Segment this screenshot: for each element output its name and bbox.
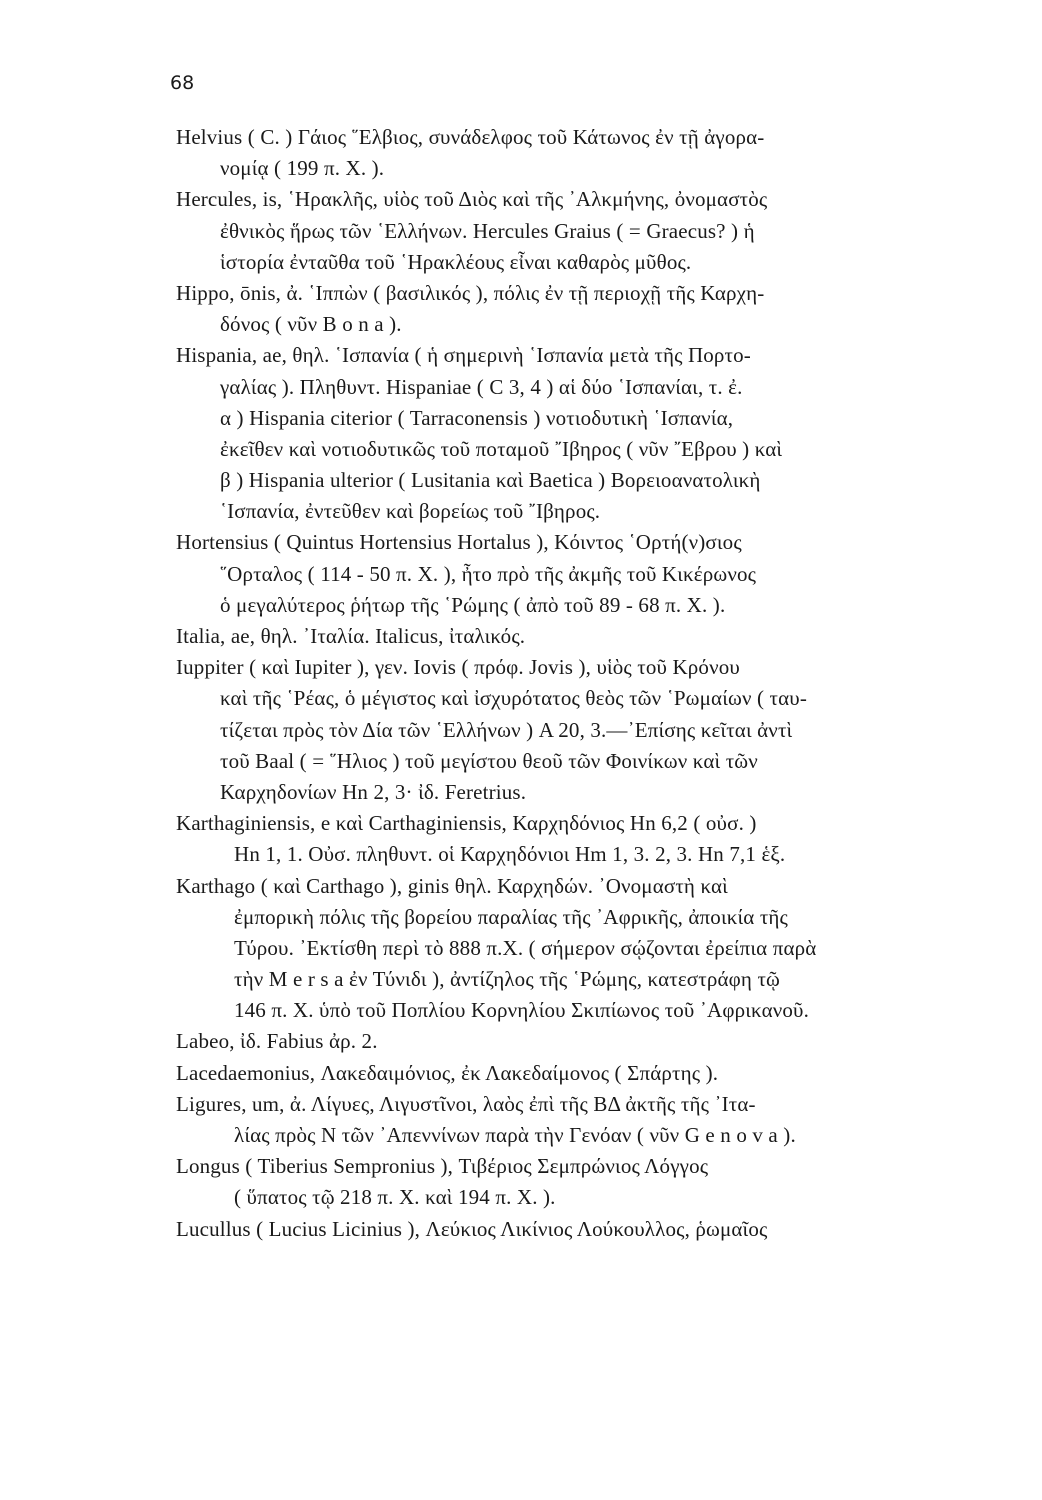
entry-line: ὁ μεγαλύτερος ῥήτωρ τῆς ῾Ρώμης ( ἀπὸ τοῦ 89 - 68 π. Χ. ).: [220, 592, 726, 617]
entry-labeo: [176, 1026, 1028, 1057]
entry-line: Hn 1, 1. Οὐσ. πληθυντ. οἱ Καρχηδόνιοι Hm 1, 3. 2, 3. Hn 7,1 ἑξ.: [234, 842, 786, 867]
entry-line: ἱστορία ἐνταῦθα τοῦ ῾Ηρακλέους εἶναι καθαρὸς μῦθος.: [220, 249, 692, 274]
entry-line: ἐθνικὸς ἥρως τῶν ῾Ελλήνων. Hercules Graius ( = Graecus? ) ἡ: [220, 218, 755, 243]
entry-line: Hispania, ae, θηλ. ῾Ισπανία ( ἡ σημερινὴ ῾Ισπανία μετὰ τῆς Πορτο-: [176, 343, 751, 368]
entry-line: Hercules, is, ῾Ηρακλῆς, υἱὸς τοῦ Διὸς καὶ τῆς ᾿Αλκμήνης, ὀνομαστὸς: [176, 187, 768, 212]
entry-line: Italia, ae, θηλ. ᾿Ιταλία. Italicus, ἰταλικός.: [176, 624, 526, 648]
entry-line: ῞Ορταλος ( 114 - 50 π. Χ. ), ἦτο πρὸ τῆς ἀκμῆς τοῦ Κικέρωνος: [220, 561, 757, 586]
entry-line: Hippo, ōnis, ἀ. ῾Ιππὼν ( βασιλικός ), πόλις ἐν τῇ περιοχῇ τῆς Καρχη-: [176, 280, 765, 305]
entry-line: ῾Ισπανία, ἐντεῦθεν καὶ βορείως τοῦ ῎Ιβηρος.: [220, 499, 601, 524]
entry-karthaginiensis: [176, 808, 1028, 870]
entry-line: Τύρου. ᾿Εκτίσθη περὶ τὸ 888 π.Χ. ( σήμερον σῴζονται ἐρείπια παρὰ: [234, 935, 817, 960]
entry-line: ( ὕπατος τῷ 218 π. Χ. καὶ 194 π. Χ. ).: [234, 1185, 556, 1210]
entry-line: Ligures, um, ἀ. Λίγυες, Λιγυστῖνοι, λαὸς ἐπὶ τῆς ΒΔ ἀκτῆς τῆς ᾿Ιτα-: [176, 1091, 756, 1116]
entry-line: καὶ τῆς ῾Ρέας, ὁ μέγιστος καὶ ἰσχυρότατος θεὸς τῶν ῾Ρωμαίων ( ταυ-: [220, 686, 807, 711]
entry-line: Hortensius ( Quintus Hortensius Hortalus ), Κόιντος ῾Ορτή(ν)σιος: [176, 530, 742, 555]
entry-helvius: [176, 122, 1028, 184]
entry-line: Labeo, ἰδ. Fabius ἀρ. 2.: [176, 1029, 378, 1054]
entry-line: Iuppiter ( καὶ Iupiter ), γεν. Iovis ( πρόφ. Jovis ), υἱὸς τοῦ Κρόνου: [176, 655, 740, 680]
entry-hercules: [176, 184, 1028, 278]
glossary-entries: [176, 122, 1028, 1245]
entry-line: ἐμπορικὴ πόλις τῆς βορείου παραλίας τῆς ᾿Αφρικῆς, ἀποικία τῆς: [234, 904, 789, 929]
page-number: 68: [170, 72, 195, 94]
entry-longus: [176, 1151, 1028, 1213]
entry-lacedaemonius: [176, 1058, 1028, 1089]
entry-line: Karthaginiensis, e καὶ Carthaginiensis, Καρχηδόνιος Hn 6,2 ( οὐσ. ): [176, 811, 757, 836]
entry-line: τίζεται πρὸς τὸν Δία τῶν ῾Ελλήνων ) A 20, 3.—᾿Επίσης κεῖται ἀντὶ: [220, 717, 793, 742]
entry-line: γαλίας ). Πληθυντ. Hispaniae ( C 3, 4 ) αἱ δύο ῾Ισπανίαι, τ. ἐ.: [220, 374, 743, 399]
entry-italia: [176, 621, 1028, 652]
entry-line: Helvius ( C. ) Γάιος ῞Ελβιος, συνάδελφος τοῦ Κάτωνος ἐν τῇ ἀγορα-: [176, 125, 765, 149]
entry-line: α ) Hispania citerior ( Tarraconensis ) νοτιοδυτικὴ ῾Ισπανία,: [220, 405, 734, 430]
entry-line: Lacedaemonius, Λακεδαιμόνιος, ἐκ Λακεδαίμονος ( Σπάρτης ).: [176, 1060, 719, 1085]
entry-iuppiter: [176, 652, 1028, 808]
entry-line: ἐκεῖθεν καὶ νοτιοδυτικῶς τοῦ ποταμοῦ ῎Ιβηρος ( νῦν ῎Εβρου ) καὶ: [220, 436, 783, 461]
entry-line: τὴν M e r s a ἐν Τύνιδι ), ἀντίζηλος τῆς ῾Ρώμης, κατεστράφη τῷ: [234, 967, 780, 992]
entry-hispania: [176, 340, 1028, 527]
entry-line: Lucullus ( Lucius Licinius ), Λεύκιος Λικίνιος Λούκουλλος, ῥωμαῖος: [176, 1216, 768, 1241]
entry-line: β ) Hispania ulterior ( Lusitania καὶ Baetica ) Βορειοανατολικὴ: [220, 468, 761, 493]
entry-lucullus: [176, 1214, 1028, 1245]
entry-line: Karthago ( καὶ Carthago ), ginis θηλ. Καρχηδών. ᾿Ονομαστὴ καὶ: [176, 873, 728, 898]
entry-karthago: [176, 871, 1028, 1027]
entry-ligures: [176, 1089, 1028, 1151]
entry-line: Longus ( Tiberius Sempronius ), Τιβέριος Σεμπρώνιος Λόγγος: [176, 1154, 709, 1179]
entry-line: 146 π. Χ. ὑπὸ τοῦ Ποπλίου Κορνηλίου Σκιπίωνος τοῦ ᾿Αφρικανοῦ.: [234, 998, 809, 1023]
entry-line: νομίᾳ ( 199 π. Χ. ).: [220, 156, 385, 181]
entry-hortensius: [176, 527, 1028, 621]
entry-line: τοῦ Baal ( = ῞Ηλιος ) τοῦ μεγίστου θεοῦ τῶν Φοινίκων καὶ τῶν: [220, 748, 758, 773]
entry-line: λίας πρὸς Ν τῶν ᾿Απεννίνων παρὰ τὴν Γενόαν ( νῦν G e n o v a ).: [234, 1123, 796, 1147]
entry-hippo: [176, 278, 1028, 340]
entry-line: Καρχηδονίων Hn 2, 3· ἰδ. Feretrius.: [220, 779, 527, 804]
entry-line: δόνος ( νῦν B o n a ).: [220, 312, 402, 337]
